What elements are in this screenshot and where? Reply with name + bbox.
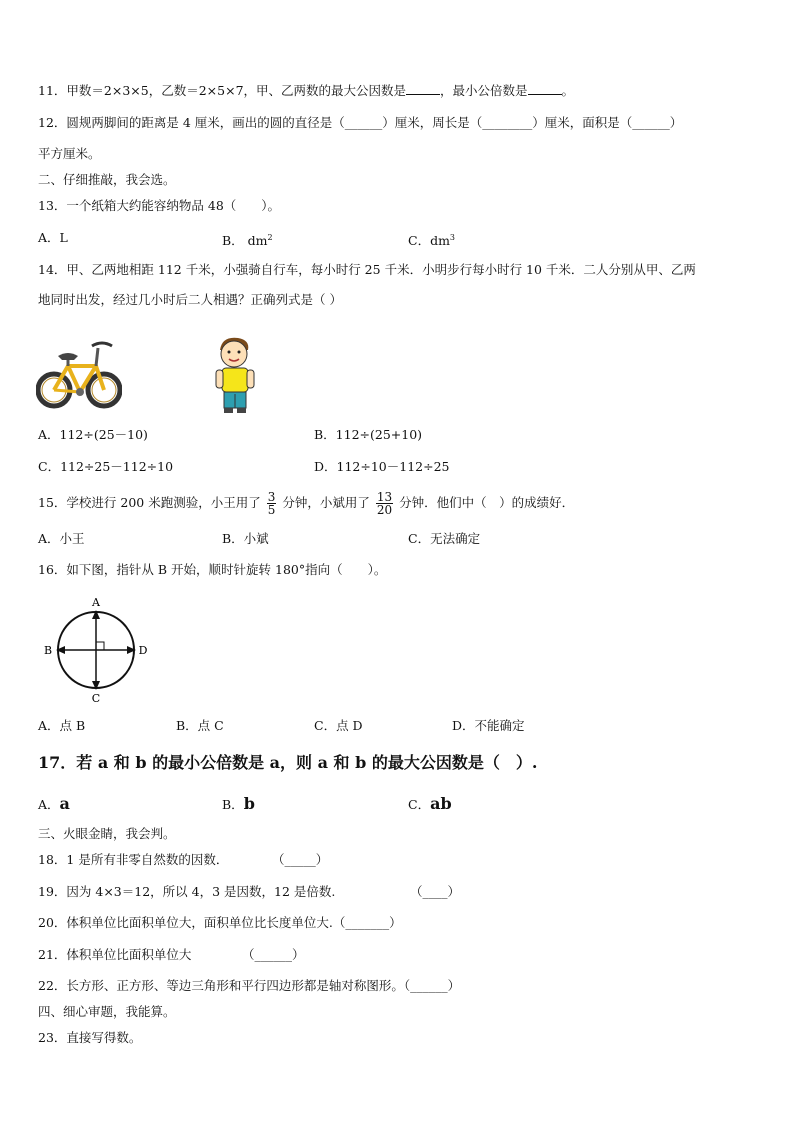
question-20: 20．体积单位比面积单位大，面积单位比长度单位大.（_______） [38, 915, 402, 930]
question-19: 19．因为 4×3＝12，所以 4，3 是因数，12 是倍数. [38, 884, 336, 899]
answer-blank [528, 82, 562, 95]
question-11: 11．甲数＝2×3×5，乙数＝2×5×7，甲、乙两数的最大公因数是 ，最小公倍数是 。 [38, 83, 575, 98]
option-b: B．点 C [176, 718, 224, 733]
question-17: 17．若 a 和 b 的最小公倍数是 a，则 a 和 b 的最大公因数是（ ）. [38, 753, 538, 772]
option-c: C．$dm^3$ [408, 233, 456, 249]
question-23: 23．直接写得数。 [38, 1030, 142, 1045]
section-2-heading: 二、仔细推敲，我会选。 [38, 172, 176, 187]
question-12-cont: 平方厘米。 [38, 146, 101, 161]
option-a: A．112÷(25－10) [38, 427, 148, 442]
question-21: 21．体积单位比面积单位大 [38, 947, 192, 962]
option-d: D．112÷10－112÷25 [314, 459, 450, 474]
option-a: A．L [38, 230, 68, 245]
fraction: $\frac{13}{20}$ [376, 490, 393, 517]
question-22: 22．长方形、正方形、等边三角形和平行四边形都是轴对称图形。（______） [38, 978, 461, 993]
answer-blank: （_____） [272, 852, 329, 867]
question-14: 14．甲、乙两地相距 112 千米，小强骑自行车，每小时行 25 千米．小明步行每小时行 10 千米．二人分别从甲、乙两 [38, 262, 696, 277]
question-14-cont: 地同时出发，经过几小时后二人相遇？正确列式是（ ） [38, 292, 342, 307]
point-c-label: C [91, 692, 101, 705]
answer-blank [406, 82, 440, 95]
option-d: D．不能确定 [452, 718, 525, 733]
option-a: A．小王 [38, 531, 85, 546]
boy-image [214, 336, 256, 414]
option-b: B．112÷(25+10) [314, 427, 423, 442]
option-a: A．点 B [38, 718, 86, 733]
bicycle-image [36, 336, 122, 414]
option-c: C．点 D [314, 718, 363, 733]
question-13: 13．一个纸箱大约能容纳物品 48（ ）。 [38, 198, 281, 213]
option-c: C．ab [408, 794, 452, 813]
point-d-label: D [138, 644, 148, 657]
fraction: $\frac{3}{5}$ [267, 490, 276, 517]
section-4-heading: 四、细心审题，我能算。 [38, 1004, 176, 1019]
question-15: 15．学校进行 200 米跑测验，小王用了 $\frac{3}{5}$ 分钟，小斌用了 $\frac{13}{20}$ 分钟．他们中（ ）的成绩好． [38, 490, 575, 517]
compass-diagram [40, 594, 152, 706]
option-b: B．小斌 [222, 531, 269, 546]
answer-blank: （____） [410, 884, 461, 899]
question-12: 12．圆规两脚间的距离是 4 厘米，画出的圆的直径是（______）厘米，周长是（________）厘米，面积是（______） [38, 115, 683, 130]
question-16: 16．如下图，指针从 B 开始，顺时针旋转 180°指向（ ）。 [38, 562, 387, 577]
question-18: 18．1 是所有非零自然数的因数． [38, 852, 229, 867]
option-c: C．112÷25－112÷10 [38, 459, 174, 474]
point-b-label: B [43, 644, 53, 657]
option-b: B． $dm^2$ [222, 233, 273, 249]
option-b: B．b [222, 794, 255, 813]
option-c: C．无法确定 [408, 531, 481, 546]
answer-blank: （______） [242, 947, 305, 962]
point-a-label: A [92, 596, 100, 609]
section-3-heading: 三、火眼金睛，我会判。 [38, 826, 176, 841]
option-a: A．a [38, 794, 70, 813]
